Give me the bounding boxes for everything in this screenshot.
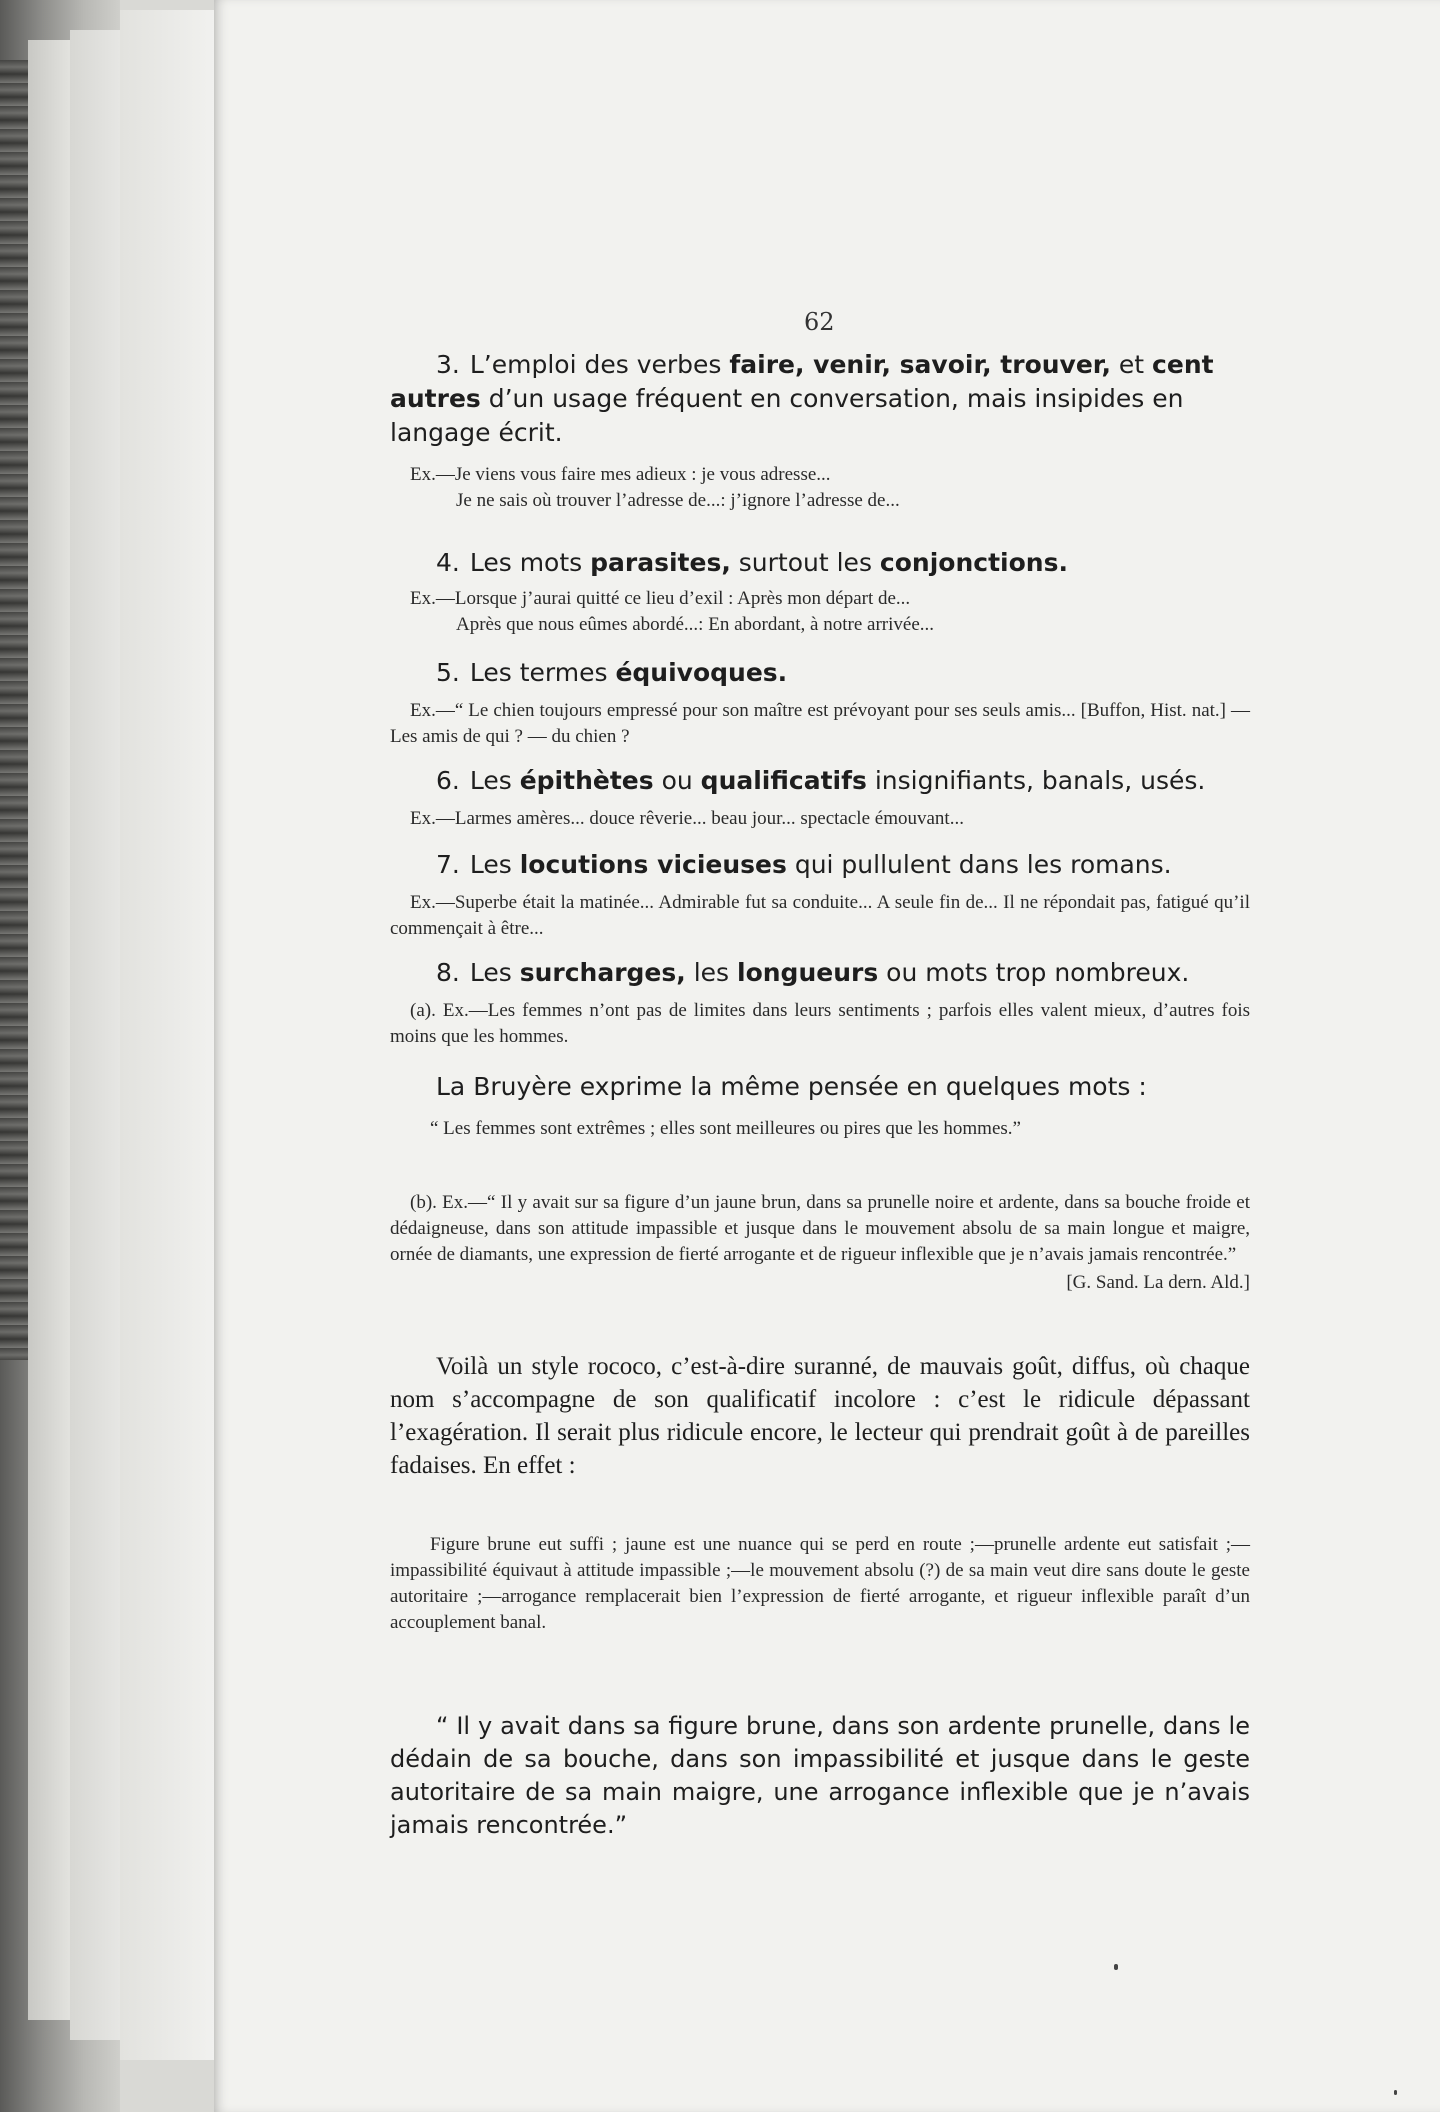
- example-b-source: [G. Sand. La dern. Ald.]: [1066, 1272, 1250, 1293]
- rule-heading: 6. Les épithètes ou qualificatifs insignifiants, banals, usés.: [436, 766, 1206, 795]
- la-bruyere-intro: La Bruyère exprime la même pensée en quelques mots :: [436, 1072, 1147, 1101]
- rule-item-6: [390, 764, 1250, 832]
- example-b-text: (b). Ex.—“ Il y avait sur sa figure d’un jaune brun, dans sa prunelle noire et ardente, dans sa bouche froide et dédaigneuse, dans son attitude impassible et jusque dans le mouvement absolu de sa main longue et maigre, ornée de diamants, une expression de fierté arrogante et de rigueur inflexible que je n’avais jamais rencontrée.”: [390, 1192, 1250, 1265]
- rule-number: 3.: [436, 350, 460, 379]
- example-line: Je ne sais où trouver l’adresse de...: j’ignore l’adresse de...: [456, 490, 900, 511]
- critique-paragraph: [390, 1532, 1250, 1636]
- rococo-text: Voilà un style rococo, c’est-à-dire suranné, de mauvais goût, diffus, où chaque nom s’accompagne de son qualificatif incolore : c’est le ridicule dépassant l’exagération. Il serait plus ridicule encore, le lecteur qui prendrait goût à de pareilles fadaises. En effet :: [390, 1353, 1250, 1479]
- la-bruyere-section: [390, 1070, 1250, 1142]
- rule-number: 8.: [436, 958, 460, 987]
- page-content: [214, 0, 1440, 2112]
- critique-text: Figure brune eut suffi ; jaune est une nuance qui se perd en route ;—prunelle ardente eut satisfait ;—impassibilité équivaut à attitude impassible ;—le mouvement absolu (?) de sa main veut dire sans doute le geste autoritaire ;—arrogance remplacerait bien l’expression de fierté arrogante, et rigueur inflexible paraît d’un accouplement banal.: [390, 1534, 1250, 1633]
- rule-number: 6.: [436, 766, 460, 795]
- final-quote-text: “ Il y avait dans sa figure brune, dans son ardente prunelle, dans le dédain de sa bouche, dans son impassibilité et jusque dans le geste autoritaire de sa main maigre, une arrogance inflexible que je n’avais jamais rencontrée.”: [390, 1712, 1250, 1839]
- rule-item-3: [390, 348, 1250, 514]
- rule-item-4: [390, 546, 1250, 638]
- ink-speck: [1394, 2090, 1397, 2095]
- rule-heading: 7. Les locutions vicieuses qui pullulent dans les romans.: [436, 850, 1172, 879]
- rule-heading: 5. Les termes équivoques.: [436, 658, 788, 687]
- final-quote-paragraph: [390, 1710, 1250, 1842]
- ink-speck: [1114, 1964, 1118, 1970]
- example-line: (a). Ex.—Les femmes n’ont pas de limites dans leurs sentiments ; parfois elles valent mieux, d’autres fois moins que les hommes.: [390, 1000, 1250, 1047]
- example-line: Ex.—Larmes amères... douce rêverie... beau jour... spectacle émouvant...: [410, 808, 964, 829]
- page-stack-edge: [120, 10, 218, 2060]
- rule-number: 4.: [436, 548, 460, 577]
- rule-heading: 4. Les mots parasites, surtout les conjonctions.: [436, 548, 1068, 577]
- rule-heading: 8. Les surcharges, les longueurs ou mots trop nombreux.: [436, 958, 1190, 987]
- rule-item-8: [390, 956, 1250, 1050]
- page-number: 62: [804, 308, 835, 336]
- rule-heading: 3. L’emploi des verbes faire, venir, savoir, trouver, et cent autres d’un usage fréquent en conversation, mais insipides en langage écrit.: [390, 350, 1214, 447]
- example-line: Après que nous eûmes abordé...: En abordant, à notre arrivée...: [456, 614, 934, 635]
- rule-number: 7.: [436, 850, 460, 879]
- book-page: [214, 0, 1440, 2112]
- example-line: Ex.—“ Le chien toujours empressé pour son maître est prévoyant pour ses seuls amis... [Buffon, Hist. nat.] — Les amis de qui ? — du chien ?: [390, 700, 1250, 747]
- rococo-paragraph: [390, 1350, 1250, 1482]
- rule-item-5: [390, 656, 1250, 750]
- example-line: Ex.—Lorsque j’aurai quitté ce lieu d’exil : Après mon départ de...: [410, 588, 911, 609]
- example-b: [390, 1190, 1250, 1296]
- example-line: Ex.—Superbe était la matinée... Admirable fut sa conduite... A seule fin de... Il ne répondait pas, fatigué qu’il commençait à être...: [390, 892, 1250, 939]
- rule-number: 5.: [436, 658, 460, 687]
- example-line: Ex.—Je viens vous faire mes adieux : je vous adresse...: [410, 464, 831, 485]
- la-bruyere-quote: “ Les femmes sont extrêmes ; elles sont meilleures ou pires que les hommes.”: [430, 1118, 1021, 1139]
- rule-item-7: [390, 848, 1250, 942]
